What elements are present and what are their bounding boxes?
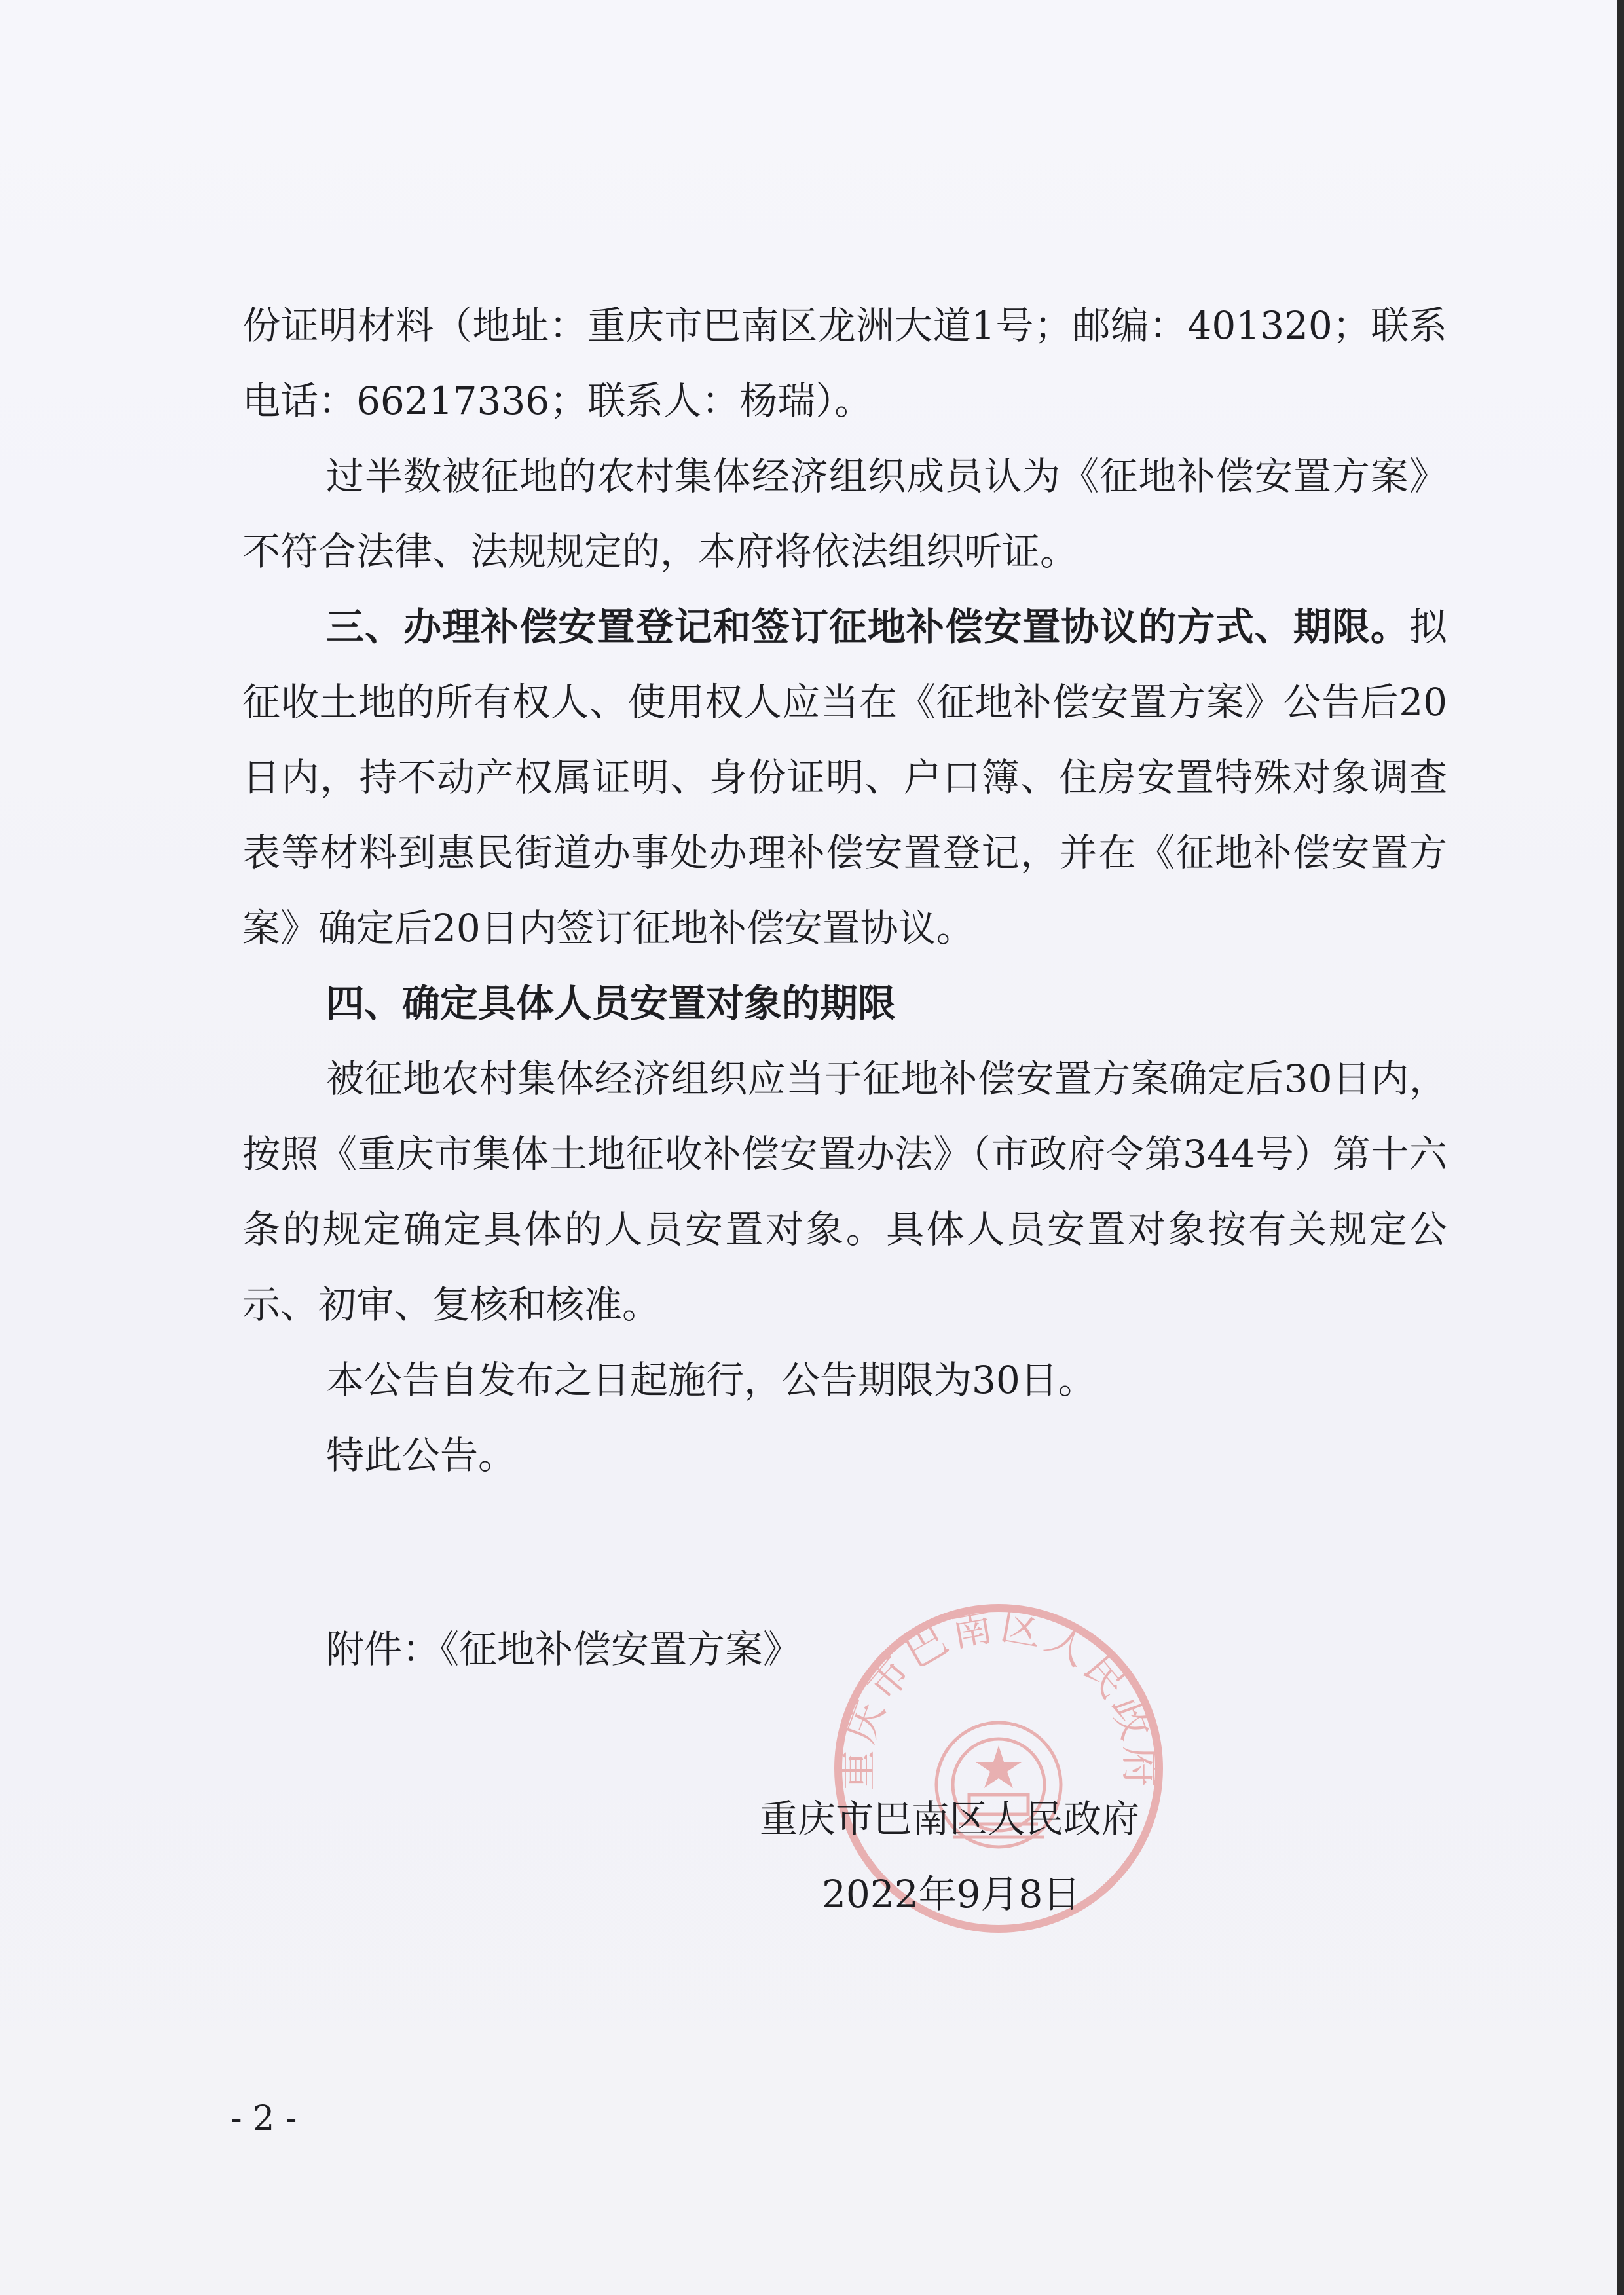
paragraph-registration (242, 589, 1447, 966)
paragraph-placement: 被征地农村集体经济组织应当于征地补偿安置方案确定后30日内，按照《重庆市集体土地征收补偿安置办法》（市政府令第344号）第十六条的规定确定具体的人员安置对象。具体人员安置对象按有关规定公示、初审、复核和核准。 (242, 1056, 1447, 1327)
signature-block (760, 1782, 1139, 1932)
issuing-organization: 重庆市巴南区人民政府 (760, 1797, 1140, 1841)
scan-edge (1617, 0, 1624, 2295)
seal-text: 重庆市巴南区人民政府 (832, 1601, 1165, 1791)
paragraph-hearing: 过半数被征地的农村集体经济组织成员认为《征地补偿安置方案》不符合法律、法规规定的，本府将依法组织听证。 (242, 454, 1447, 574)
svg-text:重庆市巴南区人民政府 (833, 1601, 1164, 1791)
paragraph-effective: 本公告自发布之日起施行，公告期限为30日。 (326, 1358, 1096, 1402)
attachment-line: 附件：《征地补偿安置方案》 (326, 1627, 802, 1671)
body-text (242, 288, 1447, 1493)
page-number: - 2 - (231, 2099, 297, 2138)
section-heading-three: 三、办理补偿安置登记和签订征地补偿安置协议的方式、期限。 (326, 605, 1409, 649)
section-three-body: 拟征收土地的所有权人、使用权人应当在《征地补偿安置方案》公告后20日内，持不动产权属证明、身份证明、户口簿、住房安置特殊对象调查表等材料到惠民街道办事处办理补偿安置登记，并在《征地补偿安置方案》确定后20日内签订征地补偿安置协议。 (242, 605, 1447, 950)
section-heading-four: 四、确定具体人员安置对象的期限 (326, 981, 896, 1026)
issue-date: 2022年9月8日 (822, 1872, 1081, 1916)
paragraph-contact-info: 份证明材料（地址：重庆市巴南区龙洲大道1号；邮编：401320；联系电话：66217336；联系人：杨瑞）。 (242, 303, 1447, 423)
paragraph-closing: 特此公告。 (326, 1433, 517, 1478)
